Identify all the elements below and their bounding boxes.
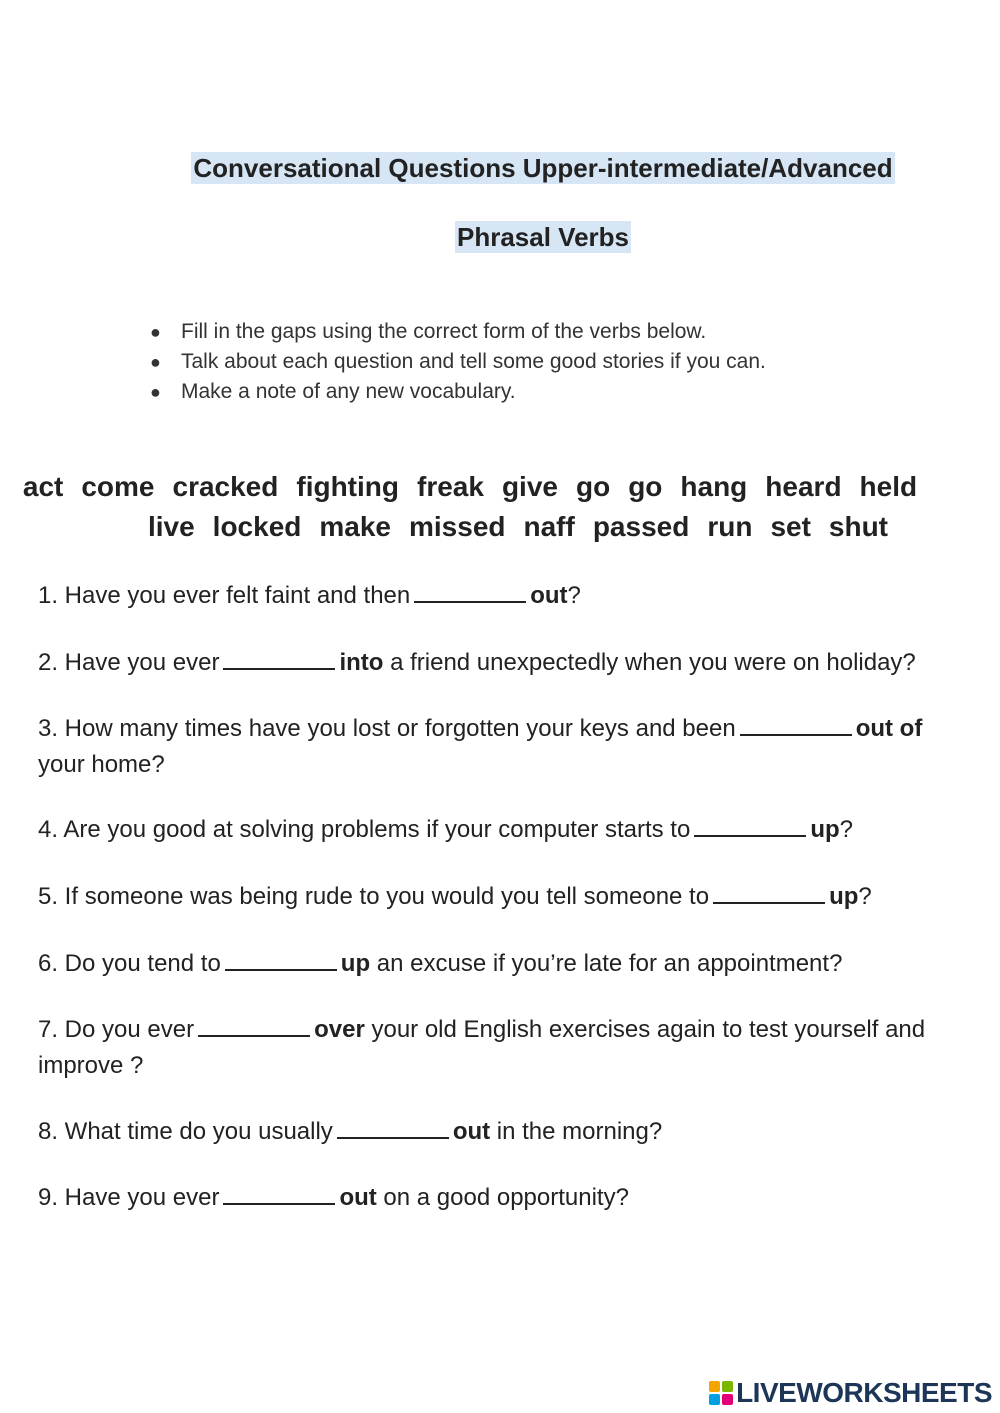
question-3: 3. How many times have you lost or forgotten your keys and been out of your home? <box>38 715 923 778</box>
word-bank-word: missed <box>409 511 506 542</box>
logo-text: LIVEWORKSHEETS <box>736 1377 992 1408</box>
question-1: 1. Have you ever felt faint and then out? <box>38 582 581 609</box>
title-row <box>43 152 1000 184</box>
answer-blank[interactable] <box>223 1185 335 1205</box>
instruction-item: ● Make a note of any new vocabulary. <box>150 378 766 408</box>
word-bank-line-2 <box>18 507 1000 547</box>
word-bank-word: naff <box>523 511 575 542</box>
word-bank-word: hang <box>680 471 748 502</box>
answer-blank[interactable] <box>740 716 852 736</box>
answer-blank[interactable] <box>337 1119 449 1139</box>
word-bank-word: locked <box>212 511 302 542</box>
word-bank-word: live <box>147 511 195 542</box>
word-bank-word: go <box>575 471 611 502</box>
answer-blank[interactable] <box>414 583 526 603</box>
bullet-icon: ● <box>150 382 161 402</box>
word-bank-word: cracked <box>172 471 279 502</box>
answer-blank[interactable] <box>223 650 335 670</box>
word-bank-line-1 <box>0 467 970 507</box>
question-5: 5. If someone was being rude to you would you tell someone to up? <box>38 883 872 910</box>
answer-blank[interactable] <box>198 1017 310 1037</box>
logo-grid-icon <box>709 1381 733 1405</box>
answer-blank[interactable] <box>713 884 825 904</box>
liveworksheets-logo[interactable] <box>709 1377 992 1409</box>
word-bank-word: come <box>81 471 155 502</box>
word-bank-word: passed <box>592 511 690 542</box>
answer-blank[interactable] <box>225 951 337 971</box>
question-7: 7. Do you ever over your old English exercises again to test yourself and improve ? <box>38 1016 926 1079</box>
word-bank-word: go <box>628 471 663 502</box>
question-4: 4. Are you good at solving problems if your computer starts to up? <box>38 816 854 843</box>
word-bank-word: heard <box>765 471 842 502</box>
question-2: 2. Have you ever into a friend unexpectedly when you were on holiday? <box>38 649 916 676</box>
question-8: 8. What time do you usually out in the morning? <box>38 1118 663 1145</box>
bullet-icon: ● <box>150 322 161 342</box>
word-bank-word: make <box>319 511 391 542</box>
instructions-list <box>150 318 766 408</box>
word-bank-word: fighting <box>296 471 399 502</box>
word-bank-word: set <box>770 511 811 542</box>
word-bank-word: run <box>707 511 753 542</box>
instruction-item: ● Fill in the gaps using the correct form of the verbs below. <box>150 318 766 348</box>
answer-blank[interactable] <box>694 817 806 837</box>
word-bank-word: held <box>859 471 918 502</box>
subtitle-row <box>43 221 1000 253</box>
question-9: 9. Have you ever out on a good opportunity? <box>38 1184 629 1211</box>
question-6: 6. Do you tend to up an excuse if you’re late for an appointment? <box>38 950 843 977</box>
page-title: Conversational Questions Upper-intermediate/Advanced <box>193 153 893 183</box>
word-bank-word: give <box>501 471 558 502</box>
instruction-item: ● Talk about each question and tell some good stories if you can. <box>150 348 766 378</box>
word-bank-word: act <box>22 471 64 502</box>
bullet-icon: ● <box>150 352 161 372</box>
page-subtitle: Phrasal Verbs <box>457 222 629 252</box>
word-bank-word: freak <box>417 471 484 502</box>
word-bank-word: shut <box>828 511 889 542</box>
